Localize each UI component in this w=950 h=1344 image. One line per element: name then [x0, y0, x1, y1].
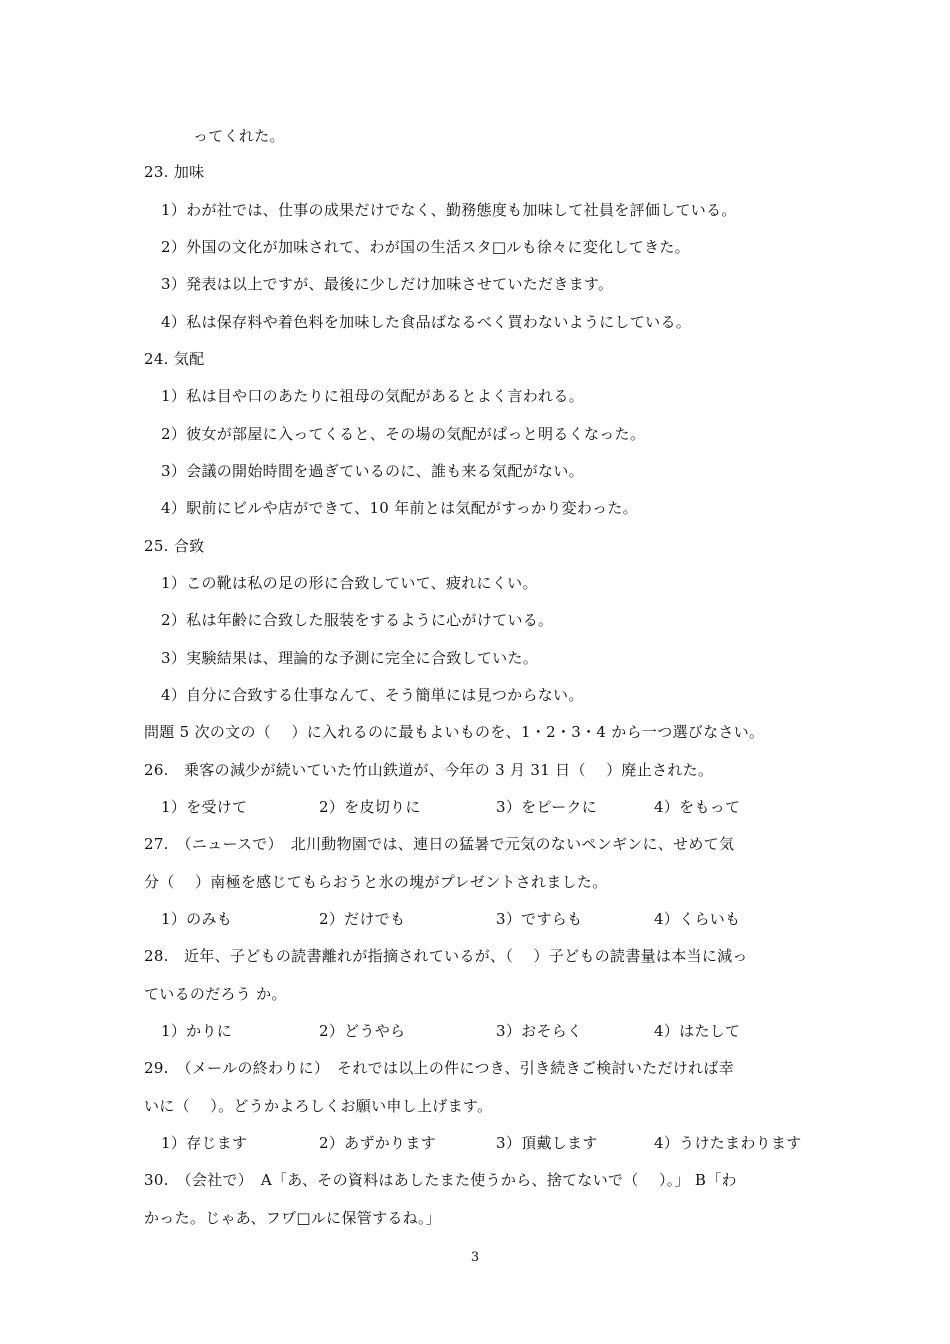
question-27-stem-line-2: 分（ ）南極を感じてもらおうと氷の塊がプレゼントされました。 [144, 873, 608, 891]
question-27-choice-3: 3）ですらも [496, 910, 583, 928]
question-23-option-4: 4）私は保存料や着色料を加味した食品ばなるべく買わないようにしている。 [161, 313, 692, 331]
question-27-stem-line-1: 27. （ニュースで） 北川動物園では、連日の猛暑で元気のないペンギンに、せめて気 [144, 835, 735, 853]
question-25-option-4: 4）自分に合致する仕事なんて、そう簡単には見つからない。 [161, 686, 584, 704]
question-26-choice-2: 2）を皮切りに [319, 798, 421, 816]
question-23-option-3: 3）発表は以上ですが、最後に少しだけ加味させていただきます。 [161, 275, 614, 293]
question-29-choice-1: 1）存じます [161, 1134, 248, 1152]
question-30-stem-line-1: 30. （会社で） A「あ、その資料はあしたまた使うから、捨てないで（ ）。」 B「わ [144, 1171, 737, 1189]
question-28-choice-3: 3）おそらく [496, 1022, 583, 1040]
question-25-option-3: 3）実験結果は、理論的な予測に完全に合致していた。 [161, 649, 539, 667]
question-29-stem-line-1: 29. （メールの終わりに） それでは以上の件につき、引き続きご検討いただければ幸 [144, 1059, 734, 1077]
question-26-stem: 26. 乗客の減少が続いていた竹山鉄道が、今年の 3 月 31 日（ ）廃止された。 [144, 761, 714, 779]
question-28-stem-line-2: ているのだろう か。 [144, 985, 287, 1003]
question-26-choice-3: 3）をピークに [496, 798, 598, 816]
question-25-heading: 25. 合致 [144, 537, 205, 555]
question-24-option-1: 1）私は目や口のあたりに祖母の気配があるとよく言われる。 [161, 387, 584, 405]
question-28-choice-4: 4）はたして [654, 1022, 741, 1040]
question-25-option-1: 1）この靴は私の足の形に合致していて、疲れにくい。 [161, 574, 538, 592]
question-28-choice-2: 2）どうやら [319, 1022, 406, 1040]
page-number: 3 [470, 1250, 480, 1265]
question-25-option-2: 2）私は年齢に合致した服装をするように心がけている。 [161, 611, 554, 629]
question-29-choice-3: 3）頂戴します [496, 1134, 598, 1152]
question-26-choice-4: 4）をもって [654, 798, 741, 816]
question-28-choice-1: 1）かりに [161, 1022, 233, 1040]
question-29-choice-4: 4）うけたまわります [654, 1134, 802, 1152]
question-29-stem-line-2: いに（ ）。どうかよろしくお願い申し上げます。 [144, 1097, 493, 1115]
section-instructions: 問題 5 次の文の（ ）に入れるのに最もよいものを、1・2・3・4 から一つ選びなさい。 [144, 723, 765, 741]
continuation-line: ってくれた。 [193, 127, 285, 145]
question-27-choice-1: 1）のみも [161, 910, 233, 928]
question-24-option-2: 2）彼女が部屋に入ってくると、その場の気配がぱっと明るくなった。 [161, 425, 646, 443]
question-24-heading: 24. 気配 [144, 350, 205, 368]
question-24-option-3: 3）会議の開始時間を過ぎているのに、誰も来る気配がない。 [161, 462, 584, 480]
question-27-choice-2: 2）だけでも [319, 910, 406, 928]
question-28-stem-line-1: 28. 近年、子どもの読書離れが指摘されているが、（ ）子どもの読書量は本当に減っ [144, 947, 748, 965]
question-23-option-1: 1）わが社では、仕事の成果だけでなく、勤務態度も加味して社員を評価している。 [161, 201, 737, 219]
question-27-choice-4: 4）くらいも [654, 910, 741, 928]
question-24-option-4: 4）駅前にビルや店ができて、10 年前とは気配がすっかり変わった。 [161, 499, 638, 517]
question-29-choice-2: 2）あずかります [319, 1134, 436, 1152]
question-26-choice-1: 1）を受けて [161, 798, 248, 816]
question-23-heading: 23. 加味 [144, 163, 205, 181]
question-23-option-2: 2）外国の文化が加味されて、わが国の生活スタ□ルも徐々に変化してきた。 [161, 238, 690, 256]
question-30-stem-line-2: かった。じゃあ、フヷ□ルに保管するね。」 [144, 1209, 442, 1227]
